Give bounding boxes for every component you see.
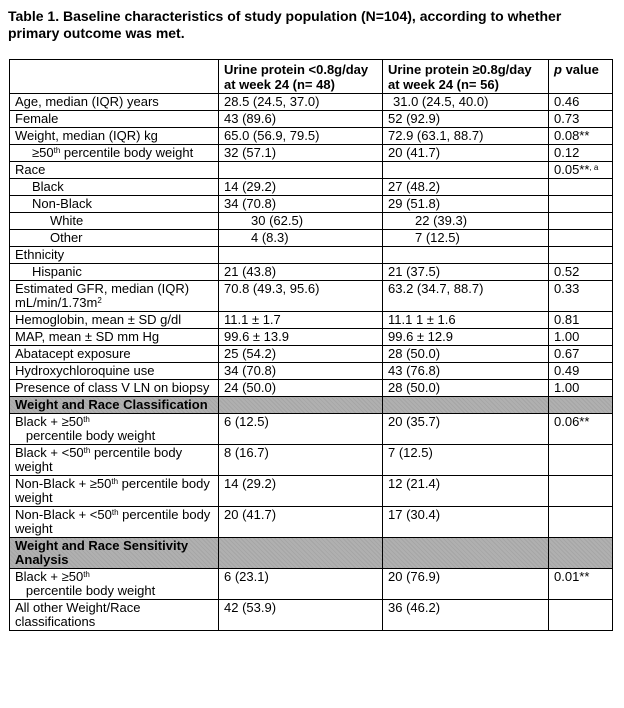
row-label: Non-Black	[10, 196, 219, 213]
cell-high: 12 (21.4)	[383, 476, 549, 507]
section-fill	[383, 538, 549, 569]
header-p-value: p value	[549, 60, 613, 94]
table-row	[10, 414, 613, 445]
baseline-characteristics-table	[9, 59, 613, 631]
table-row	[10, 569, 613, 600]
table-row	[10, 128, 613, 145]
table-row	[10, 179, 613, 196]
cell-p: 1.00	[549, 329, 613, 346]
row-label: Hemoglobin, mean ± SD g/dl	[10, 312, 219, 329]
cell-high: 7 (12.5)	[383, 230, 549, 247]
cell-high: 28 (50.0)	[383, 380, 549, 397]
cell-high: 22 (39.3)	[383, 213, 549, 230]
table-row	[10, 445, 613, 476]
row-label: Non-Black + ≥50th percentile body weight	[10, 476, 219, 507]
cell-high: 52 (92.9)	[383, 111, 549, 128]
section-title: Weight and Race Classification	[10, 397, 219, 414]
table-row	[10, 329, 613, 346]
cell-p: 0.12	[549, 145, 613, 162]
row-label: All other Weight/Race classifications	[10, 600, 219, 631]
cell-p: 1.00	[549, 380, 613, 397]
cell-low: 11.1 ± 1.7	[219, 312, 383, 329]
header-high-protein: Urine protein ≥0.8g/day at week 24 (n= 56)	[383, 60, 549, 94]
cell-high: 63.2 (34.7, 88.7)	[383, 281, 549, 312]
cell-p	[549, 600, 613, 631]
cell-p	[549, 507, 613, 538]
cell-low: 4 (8.3)	[219, 230, 383, 247]
row-label: White	[10, 213, 219, 230]
cell-high: 20 (41.7)	[383, 145, 549, 162]
cell-low: 30 (62.5)	[219, 213, 383, 230]
table-row	[10, 247, 613, 264]
cell-high: 43 (76.8)	[383, 363, 549, 380]
row-label: Age, median (IQR) years	[10, 94, 219, 111]
table-row	[10, 346, 613, 363]
cell-low: 14 (29.2)	[219, 476, 383, 507]
row-label: Abatacept exposure	[10, 346, 219, 363]
cell-high	[383, 162, 549, 179]
cell-p: 0.81	[549, 312, 613, 329]
cell-p: 0.01**	[549, 569, 613, 600]
row-label: Black	[10, 179, 219, 196]
cell-low: 6 (23.1)	[219, 569, 383, 600]
cell-low: 21 (43.8)	[219, 264, 383, 281]
section-fill	[549, 397, 613, 414]
table-row	[10, 111, 613, 128]
cell-low: 34 (70.8)	[219, 196, 383, 213]
table-row	[10, 507, 613, 538]
cell-high: 99.6 ± 12.9	[383, 329, 549, 346]
cell-low: 99.6 ± 13.9	[219, 329, 383, 346]
cell-p: 0.73	[549, 111, 613, 128]
cell-low: 14 (29.2)	[219, 179, 383, 196]
cell-low: 42 (53.9)	[219, 600, 383, 631]
table-row	[10, 162, 613, 179]
header-empty-cell	[10, 60, 219, 94]
section-fill	[219, 538, 383, 569]
cell-low: 6 (12.5)	[219, 414, 383, 445]
cell-p: 0.67	[549, 346, 613, 363]
row-label: Black + ≥50th percentile body weight	[10, 414, 219, 445]
cell-high: 17 (30.4)	[383, 507, 549, 538]
table-row	[10, 145, 613, 162]
row-label: ≥50th percentile body weight	[10, 145, 219, 162]
table-row	[10, 213, 613, 230]
cell-low: 28.5 (24.5, 37.0)	[219, 94, 383, 111]
cell-high: 20 (35.7)	[383, 414, 549, 445]
cell-p: 0.08**	[549, 128, 613, 145]
cell-high: 7 (12.5)	[383, 445, 549, 476]
table-row	[10, 196, 613, 213]
cell-p: 0.46	[549, 94, 613, 111]
table-header-row	[10, 60, 613, 94]
row-label: Hispanic	[10, 264, 219, 281]
row-label: Female	[10, 111, 219, 128]
cell-p: 0.49	[549, 363, 613, 380]
row-label: Other	[10, 230, 219, 247]
row-label: Ethnicity	[10, 247, 219, 264]
row-label: Hydroxychloroquine use	[10, 363, 219, 380]
cell-high: 11.1 1 ± 1.6	[383, 312, 549, 329]
section-fill	[219, 397, 383, 414]
cell-low	[219, 247, 383, 264]
row-label: Non-Black + <50th percentile body weight	[10, 507, 219, 538]
cell-p: 0.05**$^{, a}$	[549, 162, 613, 179]
cell-p: 0.06**	[549, 414, 613, 445]
cell-p: 0.52	[549, 264, 613, 281]
cell-low: 20 (41.7)	[219, 507, 383, 538]
row-label: Estimated GFR, median (IQR) $mL/\min/1.73m^2$	[10, 281, 219, 312]
table-row	[10, 281, 613, 312]
row-label: Black + <50th percentile body weight	[10, 445, 219, 476]
section-fill	[549, 538, 613, 569]
row-label: Race	[10, 162, 219, 179]
table-row	[10, 94, 613, 111]
cell-high: 28 (50.0)	[383, 346, 549, 363]
cell-p	[549, 445, 613, 476]
cell-low: 65.0 (56.9, 79.5)	[219, 128, 383, 145]
table-row	[10, 312, 613, 329]
cell-low: 25 (54.2)	[219, 346, 383, 363]
cell-p	[549, 213, 613, 230]
cell-p	[549, 247, 613, 264]
row-label: MAP, mean ± SD mm Hg	[10, 329, 219, 346]
cell-p	[549, 230, 613, 247]
section-header-row	[10, 538, 613, 569]
table-row	[10, 230, 613, 247]
cell-low	[219, 162, 383, 179]
table-row	[10, 363, 613, 380]
cell-high: 31.0 (24.5, 40.0)	[383, 94, 549, 111]
cell-low: 32 (57.1)	[219, 145, 383, 162]
cell-high: 20 (76.9)	[383, 569, 549, 600]
table-row	[10, 380, 613, 397]
table-caption: Table 1. Baseline characteristics of study population (N=104), according to whether primary outcome was met.	[8, 8, 562, 41]
cell-p	[549, 179, 613, 196]
cell-high	[383, 247, 549, 264]
header-low-protein: Urine protein <0.8g/day at week 24 (n= 48)	[219, 60, 383, 94]
cell-low: 8 (16.7)	[219, 445, 383, 476]
cell-high: 72.9 (63.1, 88.7)	[383, 128, 549, 145]
cell-p: 0.33	[549, 281, 613, 312]
cell-high: 27 (48.2)	[383, 179, 549, 196]
cell-low: 34 (70.8)	[219, 363, 383, 380]
cell-high: 36 (46.2)	[383, 600, 549, 631]
cell-low: 43 (89.6)	[219, 111, 383, 128]
section-fill	[383, 397, 549, 414]
section-title: Weight and Race Sensitivity Analysis	[10, 538, 219, 569]
cell-high: 29 (51.8)	[383, 196, 549, 213]
cell-low: 70.8 (49.3, 95.6)	[219, 281, 383, 312]
cell-low: 24 (50.0)	[219, 380, 383, 397]
section-header-row	[10, 397, 613, 414]
cell-high: 21 (37.5)	[383, 264, 549, 281]
row-label: Black + ≥50th percentile body weight	[10, 569, 219, 600]
table-row	[10, 476, 613, 507]
table-row	[10, 264, 613, 281]
row-label: Presence of class V LN on biopsy	[10, 380, 219, 397]
table-row	[10, 600, 613, 631]
row-label: Weight, median (IQR) kg	[10, 128, 219, 145]
cell-p	[549, 476, 613, 507]
cell-p	[549, 196, 613, 213]
